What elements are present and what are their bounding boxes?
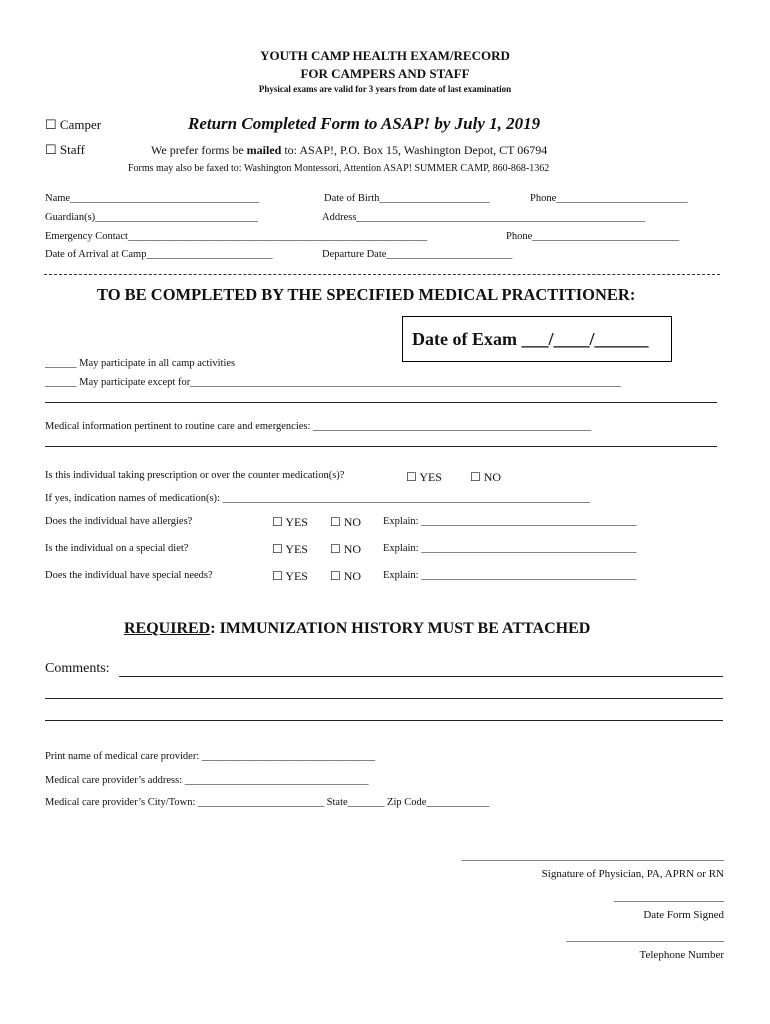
practitioner-heading: TO BE COMPLETED BY THE SPECIFIED MEDICAL PRACTITIONER: (97, 285, 636, 304)
dob-field[interactable]: Date of Birth_____________________ (324, 193, 490, 204)
mail-bold: mailed (246, 143, 282, 157)
allergies-question: Does the individual have allergies? (45, 516, 193, 527)
signature-line[interactable]: __________________________________________________ (461, 851, 724, 862)
provider-city-field[interactable]: Medical care provider’s City/Town: ________________________ State_______ Zip Code____________ (45, 797, 490, 808)
except-continuation-line[interactable] (45, 402, 717, 403)
telephone-line[interactable]: ______________________________ (566, 932, 724, 943)
medical-info-field[interactable]: Medical information pertinent to routine care and emergencies: _____________________________________________________ (45, 421, 592, 432)
return-notice: Return Completed Form to ASAP! by July 1, 2019 (188, 114, 541, 133)
participate-all-field[interactable]: ______ May participate in all camp activities (45, 358, 236, 369)
validity-note: Physical exams are valid for 3 years from date of last examination (258, 84, 512, 94)
date-signed-label: Date Form Signed (643, 909, 724, 921)
allergies-yes-checkbox[interactable]: ☐ YES (272, 515, 308, 529)
address-field[interactable]: Address_______________________________________________________ (322, 212, 646, 223)
special-needs-question: Does the individual have special needs? (45, 570, 213, 581)
staff-checkbox[interactable]: ☐ Staff (45, 142, 85, 157)
signature-label: Signature of Physician, PA, APRN or RN (541, 868, 724, 880)
comments-label: Comments: (45, 661, 110, 676)
allergies-explain-field[interactable]: Explain: _________________________________________ (383, 516, 637, 527)
comments-line-1[interactable] (119, 676, 723, 677)
allergies-no-checkbox[interactable]: ☐ NO (330, 515, 362, 529)
phone-field[interactable]: Phone_________________________ (530, 193, 688, 204)
special-needs-yes-checkbox[interactable]: ☐ YES (272, 569, 308, 583)
emergency-contact-field[interactable]: Emergency Contact_________________________________________________________ (45, 231, 428, 242)
required-text: : IMMUNIZATION HISTORY MUST BE ATTACHED (210, 620, 591, 637)
guardian-field[interactable]: Guardian(s)_______________________________ (45, 212, 258, 223)
diet-no-checkbox[interactable]: ☐ NO (330, 542, 362, 556)
participate-except-field[interactable]: ______ May participate except for__________________________________________________________________________________ (45, 377, 621, 388)
diet-explain-field[interactable]: Explain: _________________________________________ (383, 543, 637, 554)
departure-date-field[interactable]: Departure Date________________________ (322, 249, 513, 260)
mail-prefix: We prefer forms be (151, 143, 247, 157)
provider-name-field[interactable]: Print name of medical care provider: _________________________________ (45, 751, 376, 762)
mail-suffix: to: ASAP!, P.O. Box 15, Washington Depot, CT 06794 (281, 143, 548, 157)
medication-question: Is this individual taking prescription or over the counter medication(s)? (45, 470, 345, 481)
diet-question: Is the individual on a special diet? (45, 543, 189, 554)
mail-instructions (151, 143, 547, 158)
fax-instructions: Forms may also be faxed to: Washington Montessori, Attention ASAP! SUMMER CAMP, 860-868-1362 (128, 163, 550, 174)
medical-info-continuation-line[interactable] (45, 446, 717, 447)
special-needs-explain-field[interactable]: Explain: _________________________________________ (383, 570, 637, 581)
date-signed-line[interactable]: _____________________ (613, 892, 724, 903)
comments-line-3[interactable] (45, 720, 723, 721)
arrival-date-field[interactable]: Date of Arrival at Camp________________________ (45, 249, 273, 260)
name-field[interactable]: Name____________________________________ (45, 193, 260, 204)
section-divider (44, 274, 720, 275)
camper-checkbox[interactable]: ☐ Camper (45, 117, 102, 132)
immunization-requirement (124, 620, 590, 638)
medication-no-checkbox[interactable]: ☐ NO (470, 470, 502, 484)
required-label: REQUIRED (124, 620, 211, 637)
form-title-line1: YOUTH CAMP HEALTH EXAM/RECORD (260, 48, 510, 63)
provider-address-field[interactable]: Medical care provider’s address: ___________________________________ (45, 775, 369, 786)
form-title-line2: FOR CAMPERS AND STAFF (300, 66, 470, 81)
medication-yes-checkbox[interactable]: ☐ YES (406, 470, 442, 484)
comments-line-2[interactable] (45, 698, 723, 699)
medication-names-field[interactable]: If yes, indication names of medication(s): ______________________________________________________________________ (45, 493, 591, 504)
special-needs-no-checkbox[interactable]: ☐ NO (330, 569, 362, 583)
telephone-label: Telephone Number (639, 949, 724, 961)
emergency-phone-field[interactable]: Phone____________________________ (506, 231, 680, 242)
diet-yes-checkbox[interactable]: ☐ YES (272, 542, 308, 556)
date-of-exam-field[interactable]: Date of Exam ___/____/______ (412, 329, 649, 349)
